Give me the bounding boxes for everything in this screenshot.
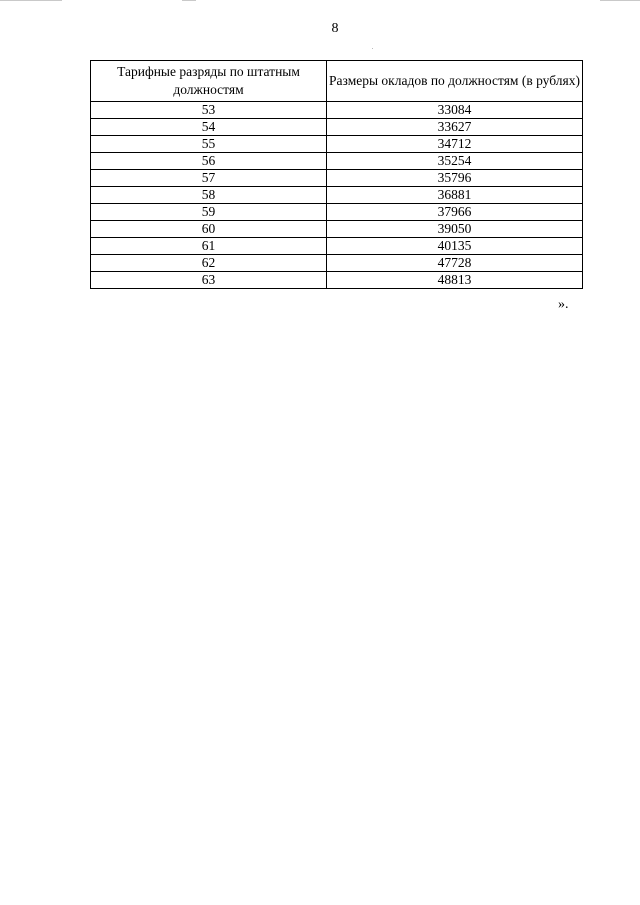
table-row xyxy=(91,272,583,289)
tariff-grade-cell: 57 xyxy=(91,170,327,187)
closing-quote-mark: ». xyxy=(558,297,569,312)
scan-speck xyxy=(372,48,373,49)
tariff-grade-cell: 61 xyxy=(91,238,327,255)
header-tariff-grade: Тарифные разряды по штатным должностям xyxy=(91,61,327,102)
tariff-grade-cell: 58 xyxy=(91,187,327,204)
salary-cell: 39050 xyxy=(327,221,583,238)
table-row xyxy=(91,204,583,221)
table-row xyxy=(91,255,583,272)
table-row xyxy=(91,119,583,136)
salary-table xyxy=(90,60,583,289)
salary-cell: 36881 xyxy=(327,187,583,204)
header-salary-amount: Размеры окладов по должностям (в рублях) xyxy=(327,61,583,102)
salary-cell: 35254 xyxy=(327,153,583,170)
table-row xyxy=(91,153,583,170)
table-header-row xyxy=(91,61,583,102)
scan-edge-line xyxy=(0,0,62,1)
table-row xyxy=(91,170,583,187)
salary-cell: 48813 xyxy=(327,272,583,289)
table-row xyxy=(91,102,583,119)
salary-cell: 33084 xyxy=(327,102,583,119)
tariff-grade-cell: 54 xyxy=(91,119,327,136)
salary-cell: 37966 xyxy=(327,204,583,221)
tariff-grade-cell: 60 xyxy=(91,221,327,238)
table-row xyxy=(91,136,583,153)
tariff-grade-cell: 56 xyxy=(91,153,327,170)
tariff-grade-cell: 55 xyxy=(91,136,327,153)
scan-edge-line xyxy=(182,0,196,1)
table-row xyxy=(91,238,583,255)
salary-cell: 33627 xyxy=(327,119,583,136)
salary-cell: 35796 xyxy=(327,170,583,187)
table-row xyxy=(91,187,583,204)
tariff-grade-cell: 53 xyxy=(91,102,327,119)
salary-cell: 40135 xyxy=(327,238,583,255)
salary-cell: 34712 xyxy=(327,136,583,153)
page-number: 8 xyxy=(331,21,339,36)
tariff-grade-cell: 63 xyxy=(91,272,327,289)
table-row xyxy=(91,221,583,238)
tariff-grade-cell: 59 xyxy=(91,204,327,221)
salary-cell: 47728 xyxy=(327,255,583,272)
tariff-grade-cell: 62 xyxy=(91,255,327,272)
scan-edge-line xyxy=(600,0,640,1)
